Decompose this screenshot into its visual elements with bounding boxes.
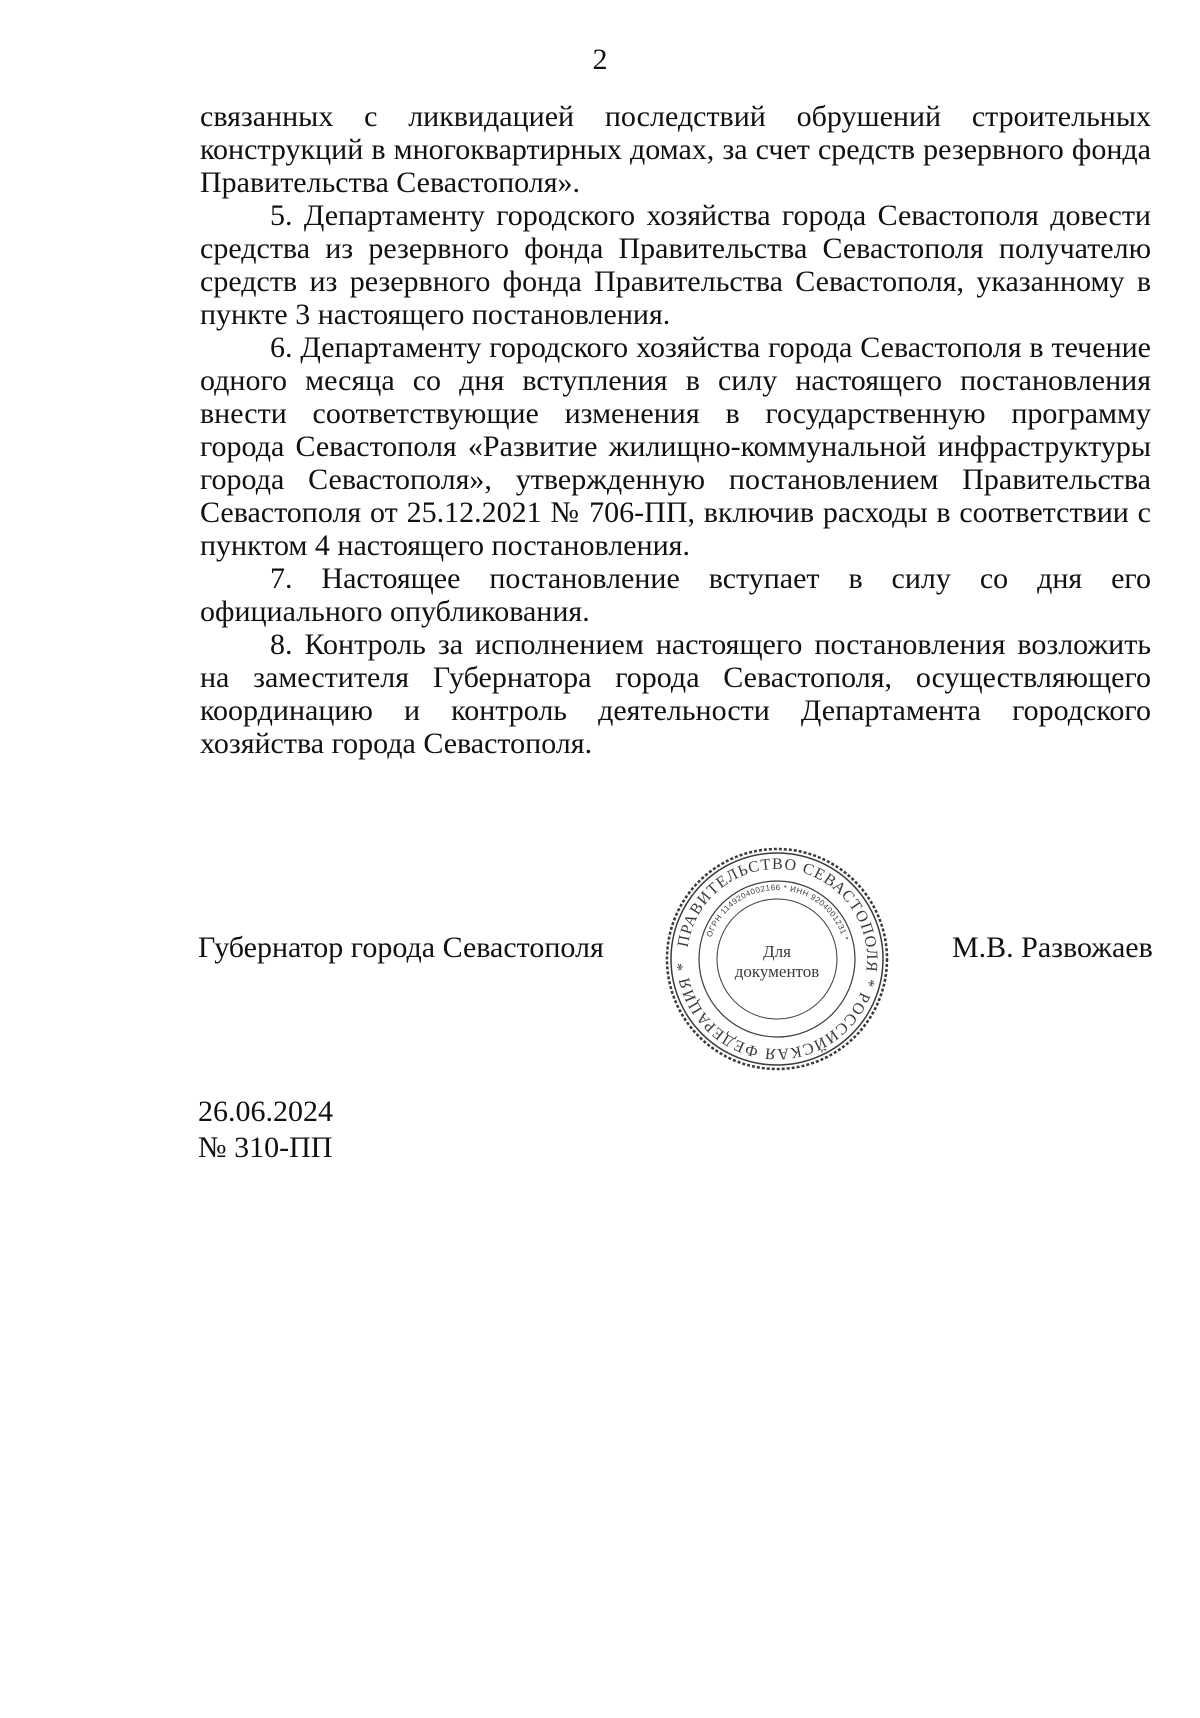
seal-center-line2: документов	[734, 962, 820, 981]
seal-outer-text: ПРАВИТЕЛЬСТВО СЕВАСТОПОЛЯ * РОССИЙСКАЯ ФЕДЕРАЦИЯ *	[673, 855, 881, 1063]
seal-graphic	[663, 845, 891, 1073]
official-seal	[663, 845, 891, 1073]
signatory-title: Губернатор города Севастополя	[198, 931, 604, 964]
seal-center-line1: Для	[763, 942, 791, 961]
seal-inner-text: ОГРН 1149204002166 * ИНН 9204001231 *	[704, 882, 851, 942]
document-number: № 310-ПП	[198, 1131, 333, 1164]
document-body	[200, 100, 1151, 760]
page-number: 2	[592, 43, 608, 76]
paragraph: 7. Настоящее постановление вступает в силу со дня его официального опубликования.	[200, 562, 1151, 628]
signatory-name: М.В. Развожаев	[952, 931, 1153, 964]
paragraph: 8. Контроль за исполнением настоящего постановления возложить на заместителя Губернатора города Севастополя, осуществляющего координацию и контроль деятельности Департамента городского хозяйства города Севастополя.	[200, 628, 1151, 760]
paragraph: связанных с ликвидацией последствий обрушений строительных конструкций в многоквартирных домах, за счет средств резервного фонда Правительства Севастополя».	[200, 100, 1151, 199]
document-date: 26.06.2024	[198, 1095, 333, 1128]
paragraph: 6. Департаменту городского хозяйства города Севастополя в течение одного месяца со дня вступления в силу настоящего постановления внести соответствующие изменения в государственную программу города Севастополя «Развитие жилищно-коммунальной инфраструктуры города Севастополя», утвержденную постановлением Правительства Севастополя от 25.12.2021 № 706-ПП, включив расходы в соответствии с пунктом 4 настоящего постановления.	[200, 331, 1151, 562]
paragraph: 5. Департаменту городского хозяйства города Севастополя довести средства из резервного фонда Правительства Севастополя получателю средств из резервного фонда Правительства Севастополя, указанному в пункте 3 настоящего постановления.	[200, 199, 1151, 331]
